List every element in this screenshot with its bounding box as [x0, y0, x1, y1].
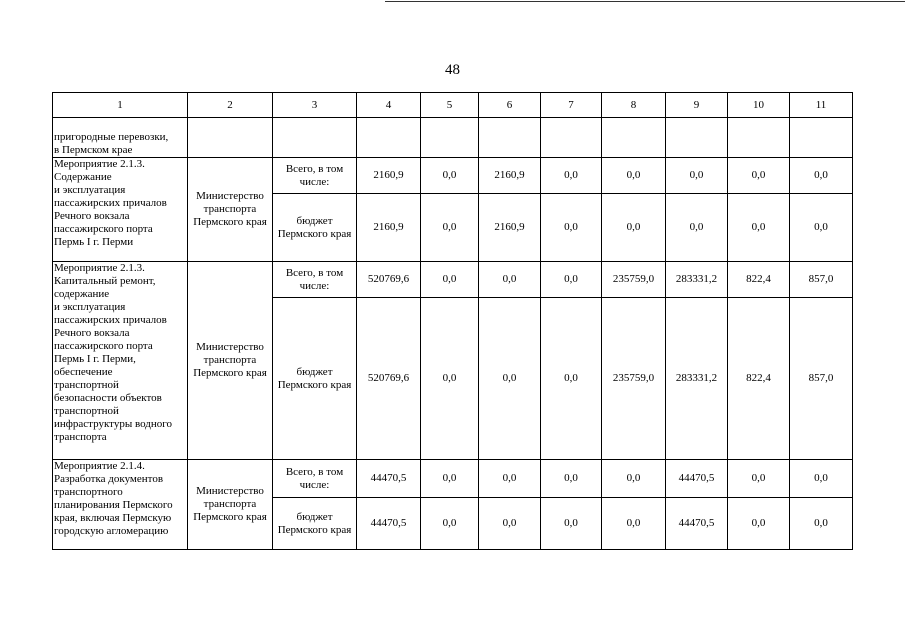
value-cell: 0,0 [602, 498, 666, 550]
value-cell: 0,0 [666, 194, 728, 262]
column-header-6: 6 [479, 93, 541, 118]
value-cell: 857,0 [790, 298, 853, 460]
column-header-9: 9 [666, 93, 728, 118]
table-row [53, 262, 853, 298]
table-row [53, 460, 853, 498]
value-cell: 0,0 [421, 262, 479, 298]
value-cell: 0,0 [479, 262, 541, 298]
column-header-3: 3 [273, 93, 357, 118]
value-cell: 0,0 [421, 460, 479, 498]
value-cell: 0,0 [421, 498, 479, 550]
measure-name-cell: Мероприятие 2.1.4. Разработка документов транспортного планирования Пермского края, включая Пермскую городскую агломерацию [53, 460, 188, 550]
budget-table [52, 92, 853, 550]
value-cell: 2160,9 [357, 158, 421, 194]
value-cell: 0,0 [728, 158, 790, 194]
value-cell: 235759,0 [602, 262, 666, 298]
continuation-row [53, 118, 853, 158]
funding-source-cell: Всего, в том числе: [273, 460, 357, 498]
value-cell: 0,0 [541, 262, 602, 298]
value-cell: 0,0 [790, 460, 853, 498]
value-cell: 0,0 [541, 298, 602, 460]
value-cell: 0,0 [421, 194, 479, 262]
value-cell: 0,0 [728, 460, 790, 498]
empty-cell [602, 118, 666, 158]
value-cell: 44470,5 [357, 460, 421, 498]
measure-name-cell: Мероприятие 2.1.3. Капитальный ремонт, содержание и эксплуатация пассажирских причалов Речного вокзала пассажирского порта Пермь I г. Перми, обеспечение транспортной безопасности объектов транспортной инфраструктуры водного транспорта [53, 262, 188, 460]
empty-cell [357, 118, 421, 158]
value-cell: 0,0 [479, 498, 541, 550]
value-cell: 283331,2 [666, 298, 728, 460]
value-cell: 0,0 [541, 194, 602, 262]
value-cell: 44470,5 [357, 498, 421, 550]
value-cell: 283331,2 [666, 262, 728, 298]
value-cell: 0,0 [421, 158, 479, 194]
executor-cell: Министерство транспорта Пермского края [188, 460, 273, 550]
funding-source-cell: бюджет Пермского края [273, 194, 357, 262]
top-border-line [385, 1, 905, 2]
value-cell: 0,0 [479, 298, 541, 460]
value-cell: 0,0 [602, 194, 666, 262]
column-header-2: 2 [188, 93, 273, 118]
executor-cell: Министерство транспорта Пермского края [188, 262, 273, 460]
funding-source-cell: Всего, в том числе: [273, 158, 357, 194]
column-header-1: 1 [53, 93, 188, 118]
empty-cell [541, 118, 602, 158]
empty-cell [273, 118, 357, 158]
column-header-7: 7 [541, 93, 602, 118]
value-cell: 2160,9 [357, 194, 421, 262]
value-cell: 0,0 [790, 194, 853, 262]
empty-cell [421, 118, 479, 158]
funding-source-cell: бюджет Пермского края [273, 298, 357, 460]
value-cell: 822,4 [728, 262, 790, 298]
value-cell: 0,0 [541, 498, 602, 550]
executor-cell: Министерство транспорта Пермского края [188, 158, 273, 262]
empty-cell [479, 118, 541, 158]
empty-cell [188, 118, 273, 158]
column-header-10: 10 [728, 93, 790, 118]
value-cell: 2160,9 [479, 194, 541, 262]
value-cell: 0,0 [602, 158, 666, 194]
value-cell: 0,0 [541, 158, 602, 194]
value-cell: 235759,0 [602, 298, 666, 460]
header-row [53, 93, 853, 118]
value-cell: 44470,5 [666, 460, 728, 498]
table-row [53, 158, 853, 194]
value-cell: 0,0 [479, 460, 541, 498]
value-cell: 822,4 [728, 298, 790, 460]
continuation-name-cell: пригородные перевозки, в Пермском крае [53, 118, 188, 158]
value-cell: 857,0 [790, 262, 853, 298]
value-cell: 0,0 [790, 498, 853, 550]
value-cell: 0,0 [728, 498, 790, 550]
value-cell: 44470,5 [666, 498, 728, 550]
value-cell: 0,0 [666, 158, 728, 194]
value-cell: 0,0 [728, 194, 790, 262]
funding-source-cell: бюджет Пермского края [273, 498, 357, 550]
empty-cell [790, 118, 853, 158]
value-cell: 2160,9 [479, 158, 541, 194]
page-number: 48 [445, 62, 460, 78]
empty-cell [728, 118, 790, 158]
value-cell: 0,0 [421, 298, 479, 460]
value-cell: 0,0 [602, 460, 666, 498]
funding-source-cell: Всего, в том числе: [273, 262, 357, 298]
empty-cell [666, 118, 728, 158]
value-cell: 0,0 [790, 158, 853, 194]
measure-name-cell: Мероприятие 2.1.3. Содержание и эксплуатация пассажирских причалов Речного вокзала пассажирского порта Пермь I г. Перми [53, 158, 188, 262]
column-header-5: 5 [421, 93, 479, 118]
column-header-11: 11 [790, 93, 853, 118]
value-cell: 0,0 [541, 460, 602, 498]
column-header-4: 4 [357, 93, 421, 118]
value-cell: 520769,6 [357, 262, 421, 298]
column-header-8: 8 [602, 93, 666, 118]
value-cell: 520769,6 [357, 298, 421, 460]
